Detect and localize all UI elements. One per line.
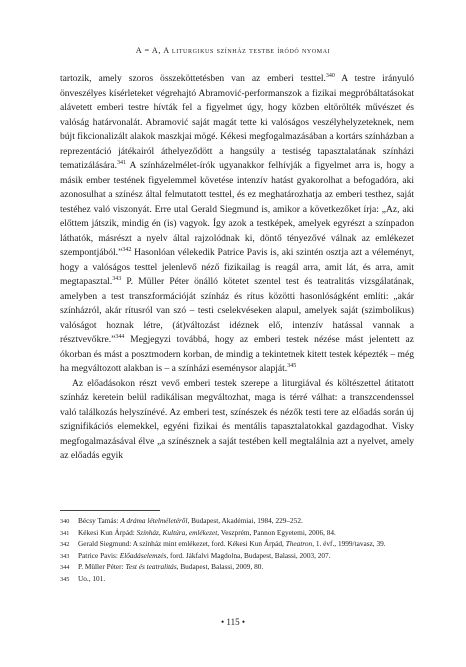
footnote-text: , Budapest, Balassi, 2009, 80.: [176, 562, 264, 572]
page-number: • 115 •: [221, 617, 245, 627]
footnote: [60, 551, 414, 563]
footnote-title: Theatron: [285, 539, 313, 549]
text-run: Megjegyzi továbbá, hogy az emberi testek nézése mást jelentett az ókorban és mást a posztmodern korban, de mindig a tekintetnek kitett testek képezték – még ha megváltozott alakban is – a színházi eseménysor alapját.: [60, 334, 414, 374]
footnote: [60, 528, 414, 540]
footnote-title: Színház, Kultúra, emlékezet: [136, 527, 218, 537]
footnote-text: Uo., 101.: [78, 573, 106, 583]
footnote-text: , Veszprém, Pannon Egyetemi, 2006, 84.: [217, 527, 336, 537]
footnote-ref[interactable]: 344: [115, 333, 125, 340]
footnote-number: 340: [60, 518, 70, 525]
text-run: A testre irányuló önveszélyes kísérleteket végrehajtó Abramović-performanszok a fizikai megpróbáltatásokat alávetett emberi testre hívták fel a figyelmet úgy, hogy közben eltörölték művészet és valóság határvonalát. Abramović saját magát tette ki valóságos veszélyhelyzeteknek, nem bújt fikcionalizált alakok maszkjai mögé. Kékesi megfogalmazásában a kortárs színházban a reprezentáció játékairól áthelyeződött a hangsúly a testiség tapasztalatának színházi tematizálására.: [60, 73, 414, 171]
footnote-number: 343: [60, 552, 70, 560]
footnote-ref[interactable]: 342: [122, 246, 132, 253]
footnote-text: Patrice Pavis:: [78, 550, 120, 560]
footnote-number: 342: [60, 541, 70, 549]
footnote-number: 345: [60, 575, 70, 583]
text-run: Az előadásokon részt vevő emberi testek szerepe a liturgiával és költészettel átitatott színház keretein belül radikálisan megváltozhat, maga is térré válhat: a transzcendenssel való találkozás helyszínévé. Az emberi test, színészek és nézők testi tere az előadás során új szignifikációs elemekkel, egyéni fizikai és mentális tapasztalatokkal gazdagodhat. Visky megfogalmazásával élve „a színésznek a saját testében kell megtalálnia azt a nyelvet, amely az előadás egyik: [60, 377, 414, 461]
footnote-number: 341: [60, 529, 70, 537]
text-run: A színházelmélet-írók ugyanakkor felhívják a figyelmet arra is, hogy a másik ember testének figyelemmel követése intenzív hatást gyakorolhat a befogadóra, aki azonosulhat a színész által felmutatott testtel, és ez meghatározhatja az emberi testhez, saját testéhez való viszonyát. Erre utal Gerald Siegmund is, amikor a következőket írja: „Az, aki előttem játszik, mindig én (is) vagyok. Így azok a testképek, amelyek egyrészt a színpadon láthatók, másrészt a nyelv által rajzolódnak ki, döntő tényezővé válnak az emlékezet szempontjából.”: [60, 160, 414, 258]
footnote: [60, 539, 414, 551]
footnote-text: , ford. Jákfalvi Magdolna, Budapest, Balassi, 2003, 207.: [166, 550, 331, 560]
text-run: Hasonlóan vélekedik Patrice Pavis is, aki szintén osztja azt a véleményt, hogy a valóságos testtel jelenlevő néző fizikailag is reagál arra, amit lát, és arra, amit megtapasztal.: [60, 247, 414, 287]
footnotes: [60, 516, 414, 586]
footnote: [60, 516, 414, 528]
footnote-text: , Budapest, Akadémiai, 1984, 229–252.: [187, 516, 303, 525]
footnote: [60, 574, 414, 586]
footnote-title: Előadáselemzés: [119, 550, 167, 560]
text-run: P. Müller Péter önálló kötetet szentel test és teatralitás vizsgálatának, amelyben a test transzformációját színház és rítus közötti hasonlóságként említi: „akár színházról, akár rítusról van szó – testi cselekvéseken alapul, amelyek saját (szimbolikus) valóságot hoznak létre, (át)változást idéznek elő, intenzív hatással vannak a résztvevőkre.”: [60, 276, 414, 345]
footnote-divider: [60, 510, 160, 511]
footnote-ref[interactable]: 340: [325, 72, 335, 79]
footnote-text: , 1. évf., 1999/tavasz, 39.: [312, 539, 386, 549]
text-run: tartozik, amely szoros összeköttetésben van az emberi testtel.: [60, 73, 326, 84]
paragraph: [60, 72, 414, 377]
footnote-text: Bécsy Tamás:: [78, 516, 121, 525]
footnote-title: Test és teatralitás: [125, 562, 177, 572]
footnote-ref[interactable]: 343: [112, 275, 122, 282]
footnote-title: A dráma lételméletéről: [120, 516, 188, 525]
running-head: A = A, A liturgikus színház testbe íródó nyomai: [135, 46, 331, 55]
footnote-text: Kékesi Kun Árpád:: [78, 527, 137, 537]
footnote-ref[interactable]: 341: [116, 159, 126, 166]
body-text: [60, 72, 414, 464]
footnote-text: Gerald Siegmund: A színház mint emlékezet, ford. Kékesi Kun Árpád,: [78, 539, 286, 549]
footnote-number: 344: [60, 564, 70, 572]
footnote: [60, 562, 414, 574]
paragraph: [60, 377, 414, 464]
footnote-text: P. Müller Péter:: [78, 562, 126, 572]
footnote-ref[interactable]: 345: [287, 362, 297, 369]
